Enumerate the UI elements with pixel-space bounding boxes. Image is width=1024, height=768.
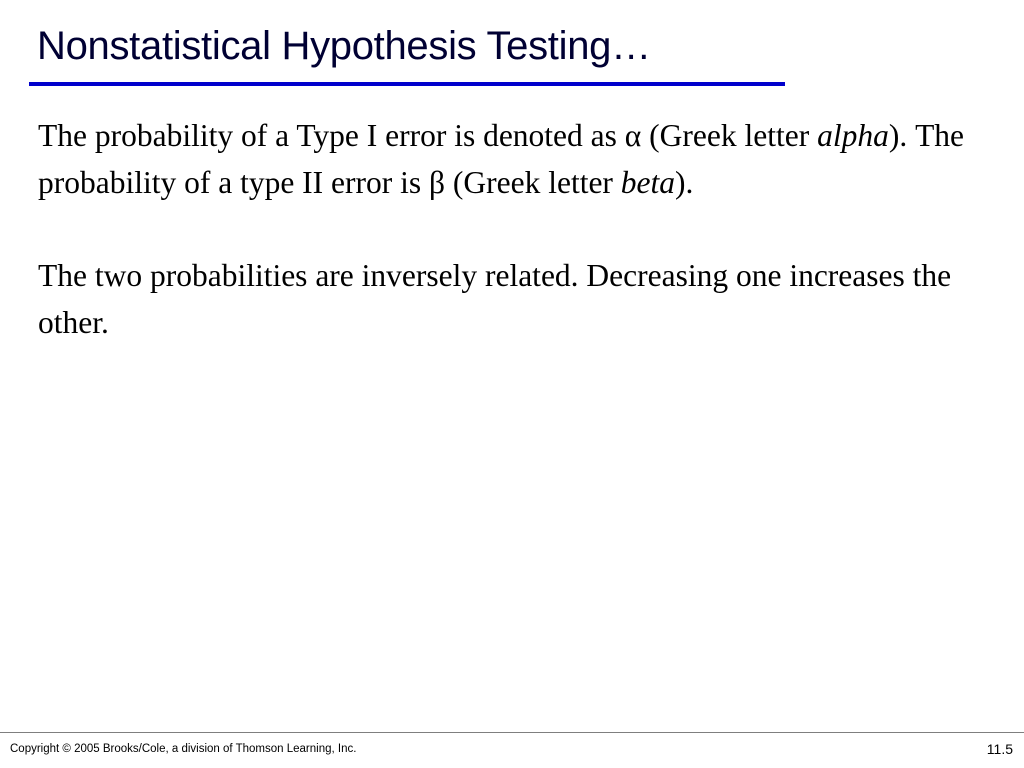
alpha-term: alpha [817,118,889,153]
paragraph-type-errors [38,112,1023,206]
beta-term: beta [620,165,676,200]
paragraph-text: The probability of a Type I error is denoted as α (Greek letter [38,118,818,153]
slide-number: 11.5 [986,741,1013,757]
paragraph-text: ). [675,165,694,200]
paragraph-text: ). The probability of a type II error is β (Greek letter [38,118,965,200]
slide-body [38,112,1023,346]
slide-title: Nonstatistical Hypothesis Testing… [37,24,651,68]
copyright-notice: Copyright © 2005 Brooks/Cole, a division of Thomson Learning, Inc. [10,743,357,755]
title-underline [29,82,785,86]
footer-divider [0,732,1024,733]
paragraph-inverse-relation: The two probabilities are inversely related. Decreasing one increases the other. [38,258,952,340]
